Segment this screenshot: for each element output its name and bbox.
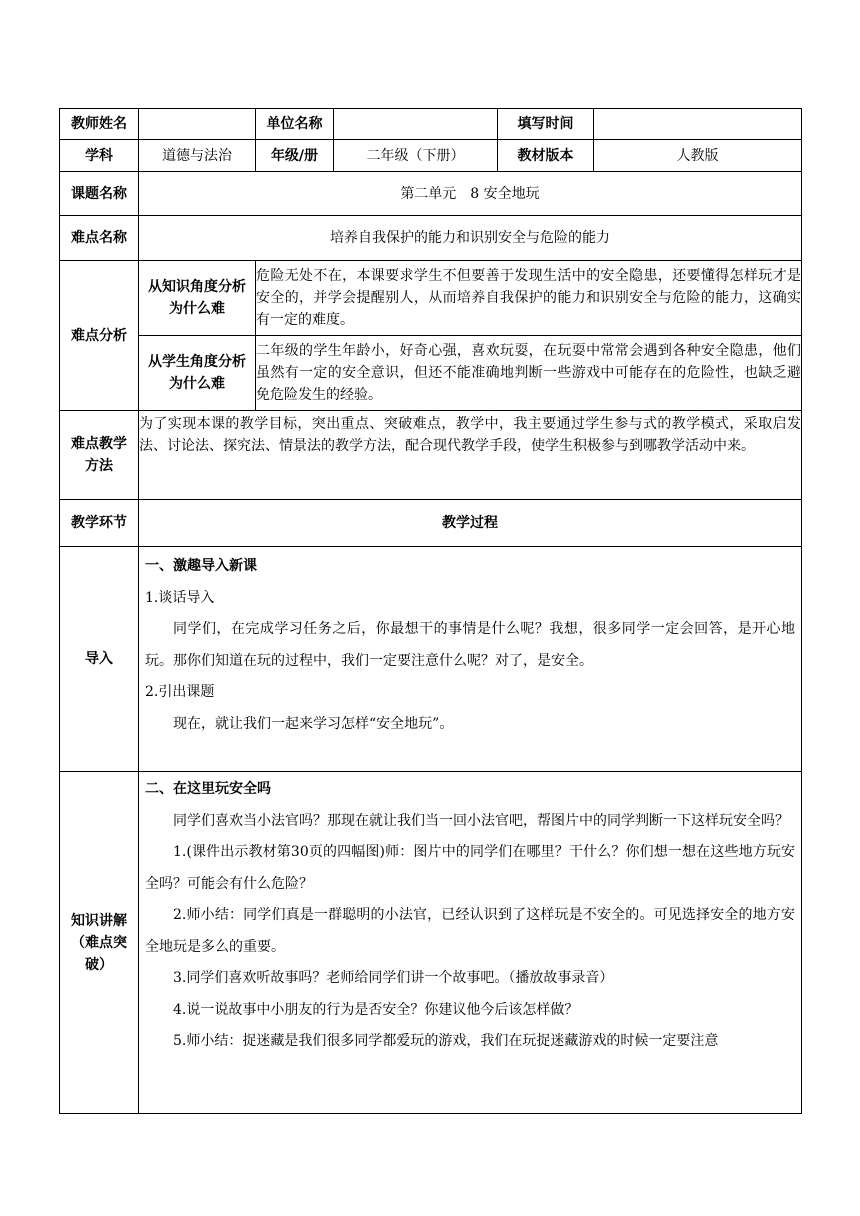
intro-paragraph: 1.谈话导入 <box>145 589 215 606</box>
intro-label: 导入 <box>60 547 139 772</box>
process-step-label: 教学环节 <box>60 500 139 547</box>
difficulty-label: 难点名称 <box>60 216 139 261</box>
topic-row <box>60 172 802 216</box>
intro-paragraph: 同学们，在完成学习任务之后，你最想干的事情是什么呢？我想，很多同学一定会回答，是开心地玩。那你们知道在玩的过程中，我们一定要注意什么呢？对了，是安全。 <box>145 621 795 669</box>
unit-name-value <box>334 109 498 140</box>
intro-heading: 一、激趣导入新课 <box>145 558 257 574</box>
knowledge-angle-text: 危险无处不在，本课要求学生不但要善于发现生活中的安全隐患，还要懂得怎样玩才是安全的，并学会提醒别人，从而培养自我保护的能力和识别安全与危险的能力，这确实有一定的难度。 <box>256 261 802 336</box>
student-angle-text: 二年级的学生年龄小，好奇心强，喜欢玩耍，在玩耍中常常会遇到各种安全隐患，他们虽然有一定的安全意识，但还不能准确地判断一些游戏中可能存在的危险性，也缺乏避免危险发生的经验。 <box>256 336 802 411</box>
analysis-row-student <box>60 336 802 411</box>
intro-content <box>139 547 802 772</box>
topic-value: 第二单元 8 安全地玩 <box>139 172 802 216</box>
knowledge-paragraph: 3.同学们喜欢听故事吗？老师给同学们讲一个故事吧。（播放故事录音） <box>173 970 614 986</box>
knowledge-paragraph: 5.师小结：捉迷藏是我们很多同学都爱玩的游戏，我们在玩捉迷藏游戏的时候一定要注意 <box>173 1033 719 1049</box>
intro-paragraph: 现在，就让我们一起来学习怎样“安全地玩”。 <box>173 715 454 732</box>
grade-label: 年级/册 <box>256 140 334 172</box>
teacher-name-label: 教师姓名 <box>60 109 139 140</box>
method-row <box>60 411 802 500</box>
knowledge-content <box>139 772 802 1114</box>
grade-value: 二年级（下册） <box>334 140 498 172</box>
intro-paragraph: 2.引出课题 <box>145 684 215 700</box>
fill-date-label: 填写时间 <box>498 109 594 140</box>
difficulty-value: 培养自我保护的能力和识别安全与危险的能力 <box>139 216 802 261</box>
knowledge-paragraph: 同学们喜欢当小法官吗？那现在就让我们当一回小法官吧，帮图片中的同学判断一下这样玩安全吗？ <box>173 812 789 829</box>
knowledge-paragraph: 4.说一说故事中小朋友的行为是否安全？你建议他今后该怎样做？ <box>173 1001 579 1018</box>
header-row <box>60 109 802 140</box>
knowledge-paragraph: 1.(课件出示教材第30页的四幅图)师：图片中的同学们在哪里？干什么？你们想一想在这些地方玩安全吗？可能会有什么危险？ <box>145 844 795 892</box>
lesson-plan-table <box>59 108 802 1114</box>
intro-row <box>60 547 802 772</box>
process-title: 教学过程 <box>139 500 802 547</box>
analysis-label: 难点分析 <box>60 261 139 411</box>
unit-name-label: 单位名称 <box>256 109 334 140</box>
knowledge-paragraph: 2.师小结：同学们真是一群聪明的小法官，已经认识到了这样玩是不安全的。可见选择安全的地方安全地玩是多么的重要。 <box>145 907 795 955</box>
knowledge-label: 知识讲解（难点突破） <box>60 772 139 1114</box>
fill-date-value <box>594 109 802 140</box>
knowledge-heading: 二、在这里玩安全吗 <box>145 781 271 797</box>
analysis-row-knowledge <box>60 261 802 336</box>
topic-label: 课题名称 <box>60 172 139 216</box>
info-row <box>60 140 802 172</box>
subject-label: 学科 <box>60 140 139 172</box>
difficulty-row <box>60 216 802 261</box>
edition-label: 教材版本 <box>498 140 594 172</box>
edition-value: 人教版 <box>594 140 802 172</box>
process-header-row <box>60 500 802 547</box>
knowledge-row <box>60 772 802 1114</box>
knowledge-angle-label: 从知识角度分析为什么难 <box>139 261 256 336</box>
method-text: 为了实现本课的教学目标，突出重点、突破难点，教学中，我主要通过学生参与式的教学模式，采取启发法、讨论法、探究法、情景法的教学方法，配合现代教学手段，使学生积极参与到哪教学活动中来。 <box>139 411 802 500</box>
subject-value: 道德与法治 <box>139 140 256 172</box>
method-label: 难点教学方法 <box>60 411 139 500</box>
student-angle-label: 从学生角度分析为什么难 <box>139 336 256 411</box>
teacher-name-value <box>139 109 256 140</box>
